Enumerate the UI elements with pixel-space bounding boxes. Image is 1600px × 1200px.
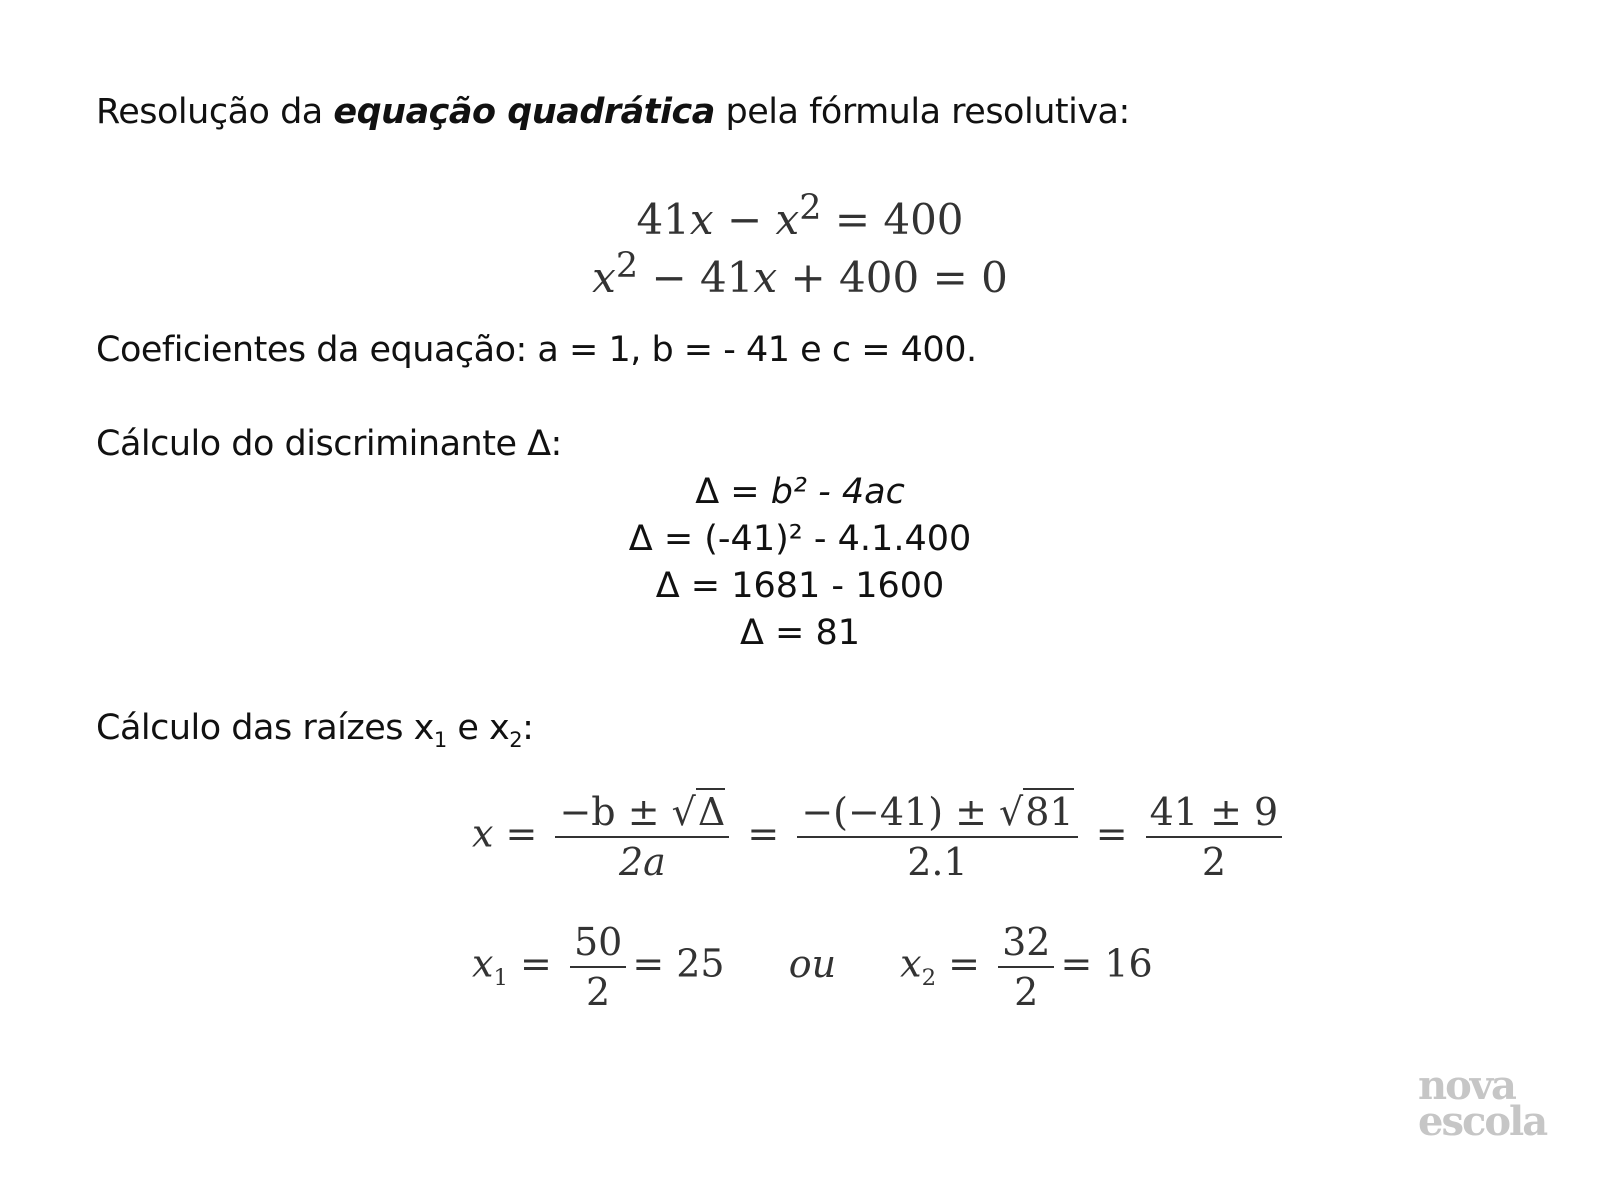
eq2-exp: 2 <box>615 246 639 286</box>
roots-title-prefix: Cálculo das raízes x <box>96 708 434 748</box>
eq2-op: − 41 <box>638 253 754 302</box>
general-formula <box>472 790 1288 884</box>
formula-prefix: Δ = <box>695 472 771 512</box>
eq1-var2: x <box>775 195 800 244</box>
fraction-substituted <box>797 790 1077 884</box>
x2-value: = 16 <box>1060 941 1153 986</box>
discriminant-line: Δ = 1681 - 1600 <box>655 566 945 606</box>
formula-lhs: x <box>472 811 494 856</box>
roots-sub1: 1 <box>433 728 447 752</box>
x1-var: x <box>472 941 494 986</box>
equation-line-1 <box>0 188 1600 244</box>
eq2-var: x <box>592 253 616 302</box>
sqrt-arg: 81 <box>1025 790 1074 834</box>
page-heading <box>96 92 1130 132</box>
logo-line1: nova <box>1418 1062 1515 1109</box>
eq2-var2: x <box>753 253 778 302</box>
den: 2a <box>618 840 666 884</box>
fraction-general <box>555 790 729 884</box>
equals: = <box>505 811 538 856</box>
root-results: $x_1$ = $\frac{50}{2}$ = 25 ou $x_2$ = $\frac{32}{2}$ = 16 <box>472 920 1153 1014</box>
discriminant-line: Δ = 81 <box>739 613 861 653</box>
discriminant-formula <box>0 472 1600 512</box>
roots-title-suffix: : <box>522 708 534 748</box>
formula-italic: b² - 4ac <box>770 472 905 512</box>
connector-ou: ou <box>788 941 837 986</box>
eq2-rest: + 400 = 0 <box>777 253 1008 302</box>
x2-var: x <box>900 941 922 986</box>
eq1-exp: 2 <box>799 188 822 228</box>
equation-line-2 <box>0 246 1600 302</box>
roots-title <box>96 708 533 752</box>
x2-sub: 2 <box>921 965 937 992</box>
fraction-simplified: $\frac{41 \pm 9}{2}$ <box>1146 790 1283 884</box>
num-part: −(−41) ± √ <box>801 790 1024 834</box>
num-part: −b ± √ <box>559 790 696 834</box>
logo-line2: escola <box>1418 1098 1547 1145</box>
eq1-var: x <box>689 195 714 244</box>
x1-sub: 1 <box>493 965 508 992</box>
roots-sub2: 2 <box>509 728 523 752</box>
equals: = <box>747 811 780 856</box>
equals: = <box>1095 811 1128 856</box>
den: 2.1 <box>907 840 968 884</box>
nova-escola-logo <box>1418 1062 1547 1145</box>
eq1-coef: 41 <box>636 195 690 244</box>
heading-emphasis: equação quadrática <box>333 92 715 132</box>
x2-fraction: $\frac{32}{2}$ <box>998 920 1054 1014</box>
heading-prefix: Resolução da <box>96 92 334 132</box>
eq1-rhs: = 400 <box>821 195 964 244</box>
heading-suffix: pela fórmula resolutiva: <box>714 92 1130 132</box>
x1-fraction: $\frac{50}{2}$ <box>570 920 626 1014</box>
x1-value: = 25 <box>632 941 725 986</box>
sqrt-arg: Δ <box>697 790 726 834</box>
discriminant-line: Δ = (-41)² - 4.1.400 <box>628 519 972 559</box>
roots-title-mid: e x <box>446 708 510 748</box>
eq1-op: − <box>713 195 776 244</box>
discriminant-title: Cálculo do discriminante Δ: <box>96 424 562 464</box>
coefficients-text: Coeficientes da equação: a = 1, b = - 41 e c = 400. <box>96 330 977 370</box>
